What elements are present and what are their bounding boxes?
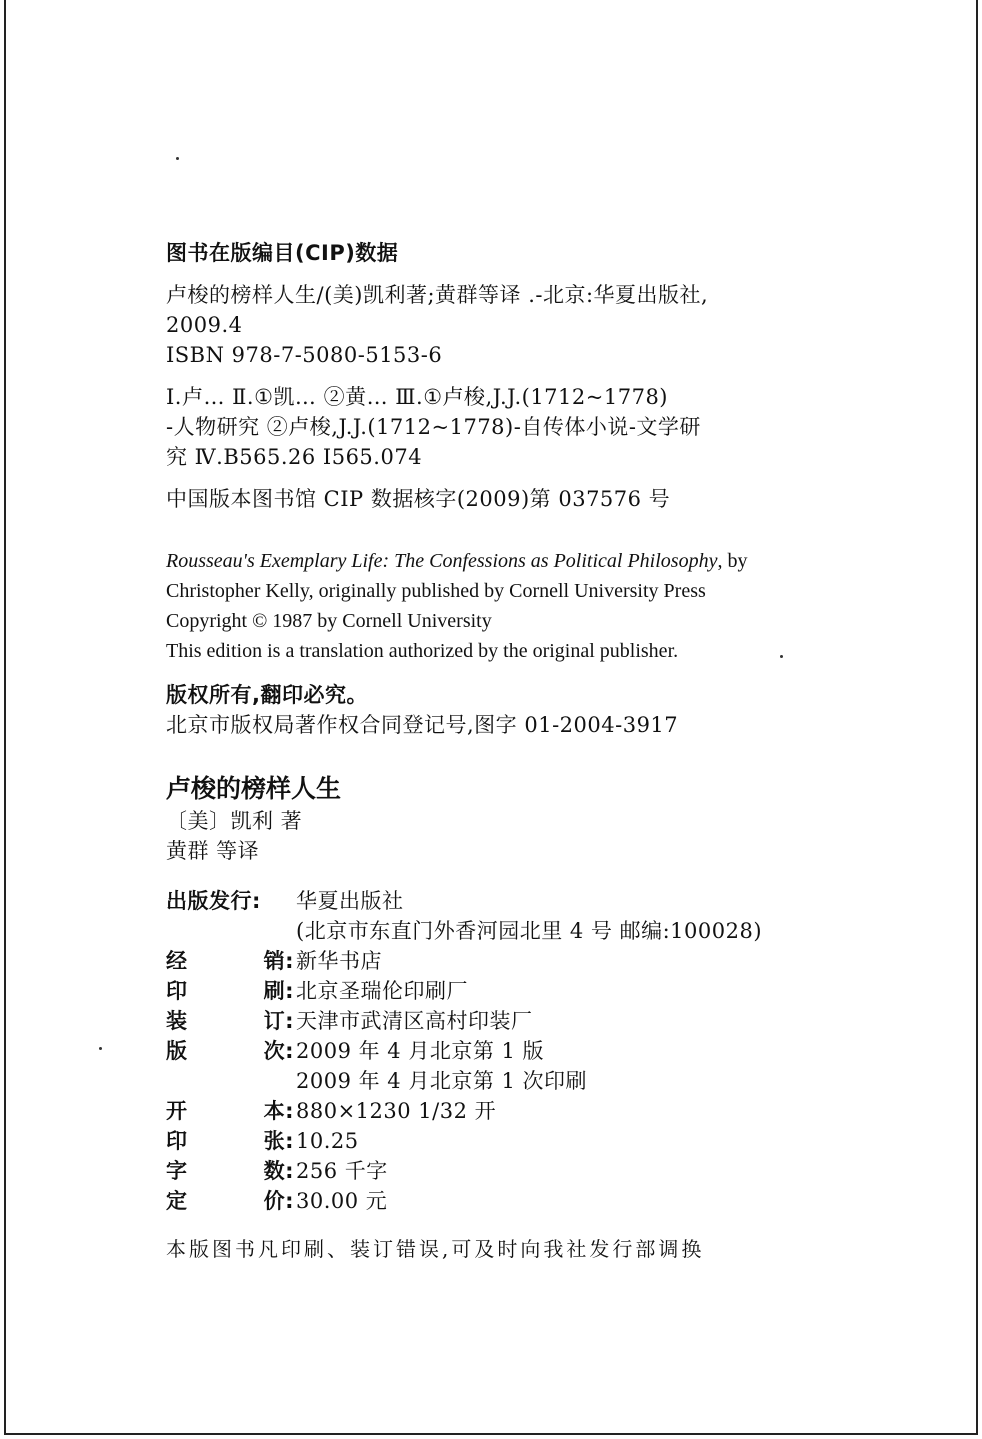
- imprint-label: [166, 946, 296, 976]
- imprint-value: 10.25: [296, 1129, 359, 1153]
- rights-block: [166, 680, 906, 740]
- imprint-row: [166, 1006, 906, 1036]
- imprint-row: [166, 976, 906, 1006]
- imprint-label: [166, 1096, 296, 1126]
- imprint-label: [166, 1156, 296, 1186]
- imprint-value: 北京圣瑞伦印刷厂: [296, 979, 468, 1003]
- label-char: 次:: [263, 1039, 294, 1063]
- imprint-label: [166, 1126, 296, 1156]
- scan-speck: [176, 157, 179, 160]
- cip-classification: Ⅰ.卢… Ⅱ.①凯… ②黄… Ⅲ.①卢梭,J.J.(1712~1778): [166, 385, 668, 409]
- imprint-row: [166, 1126, 906, 1156]
- cip-record-number: 中国版本图书馆 CIP 数据核字(2009)第 037576 号: [166, 487, 671, 511]
- label-char: 定: [166, 1189, 188, 1213]
- imprint-row: [166, 1156, 906, 1186]
- label-char: 订:: [263, 1009, 294, 1033]
- cip-classification: 究 Ⅳ.B565.26 I565.074: [166, 445, 423, 469]
- imprint-label: [166, 1006, 296, 1036]
- cip-heading: 图书在版编目(CIP)数据: [166, 241, 399, 265]
- imprint-block: [166, 886, 906, 1216]
- imprint-address: (北京市东直门外香河园北里 4 号 邮编:100028): [296, 919, 763, 943]
- imprint-label: [166, 1186, 296, 1216]
- label-char: 印: [166, 1129, 188, 1153]
- book-author: 〔美〕凯利 著: [166, 809, 303, 833]
- label-char: 本:: [263, 1099, 294, 1123]
- original-title: Rousseau's Exemplary Life: The Confessions as Political Philosophy: [166, 550, 718, 572]
- label-char: 经: [166, 949, 188, 973]
- imprint-publisher: 华夏出版社: [296, 889, 404, 913]
- book-block: [166, 772, 906, 866]
- publisher-label: 出版发行:: [166, 889, 261, 913]
- cip-isbn: ISBN 978-7-5080-5153-6: [166, 343, 443, 367]
- imprint-row: [166, 946, 906, 976]
- imprint-value: 新华书店: [296, 949, 382, 973]
- imprint-row: [166, 1186, 906, 1216]
- label-char: 数:: [263, 1159, 294, 1183]
- imprint-label: [166, 976, 296, 1006]
- imprint-value: 256 千字: [296, 1159, 388, 1183]
- copyright-line: Copyright © 1987 by Cornell University: [166, 610, 492, 632]
- label-char: 装: [166, 1009, 188, 1033]
- label-char: 刷:: [263, 979, 294, 1003]
- original-title-line: [166, 546, 906, 576]
- imprint-value: 880×1230 1/32 开: [296, 1099, 497, 1123]
- original-edition-block: [166, 546, 906, 666]
- imprint-value: 天津市武清区高村印装厂: [296, 1009, 533, 1033]
- label-char: 版: [166, 1039, 188, 1063]
- original-title-suffix: , by: [717, 550, 748, 572]
- footer-block: [166, 1234, 906, 1264]
- imprint-row: [166, 1036, 906, 1066]
- cip-date: 2009.4: [166, 313, 243, 337]
- imprint-value: 2009 年 4 月北京第 1 版: [296, 1039, 545, 1063]
- cip-line: 卢梭的榜样人生/(美)凯利著;黄群等译 .-北京:华夏出版社,: [166, 283, 709, 307]
- rights-reserved: 版权所有,翻印必究。: [166, 683, 368, 707]
- cip-classification: -人物研究 ②卢梭,J.J.(1712~1778)-自传体小说-文学研: [166, 415, 701, 439]
- imprint-printing: 2009 年 4 月北京第 1 次印刷: [296, 1069, 588, 1093]
- imprint-label: [166, 886, 296, 916]
- label-char: 字: [166, 1159, 188, 1183]
- imprint-label: [166, 1036, 296, 1066]
- label-char: 印: [166, 979, 188, 1003]
- replacement-notice: 本版图书凡印刷、装订错误,可及时向我社发行部调换: [166, 1237, 705, 1261]
- imprint-row: [166, 1096, 906, 1126]
- label-char: 张:: [263, 1129, 294, 1153]
- book-title: 卢梭的榜样人生: [166, 774, 342, 803]
- scan-speck: [99, 1047, 102, 1050]
- label-char: 开: [166, 1099, 188, 1123]
- imprint-publisher-row: [166, 886, 906, 916]
- cip-block: [166, 238, 906, 514]
- imprint-value: 30.00 元: [296, 1189, 388, 1213]
- label-char: 销:: [263, 949, 294, 973]
- copyright-contract: 北京市版权局著作权合同登记号,图字 01-2004-3917: [166, 713, 679, 737]
- book-translator: 黄群 等译: [166, 839, 260, 863]
- original-publisher: Christopher Kelly, originally published by Cornell University Press: [166, 580, 706, 602]
- translation-authorization: This edition is a translation authorized by the original publisher.: [166, 640, 679, 662]
- label-char: 价:: [263, 1189, 294, 1213]
